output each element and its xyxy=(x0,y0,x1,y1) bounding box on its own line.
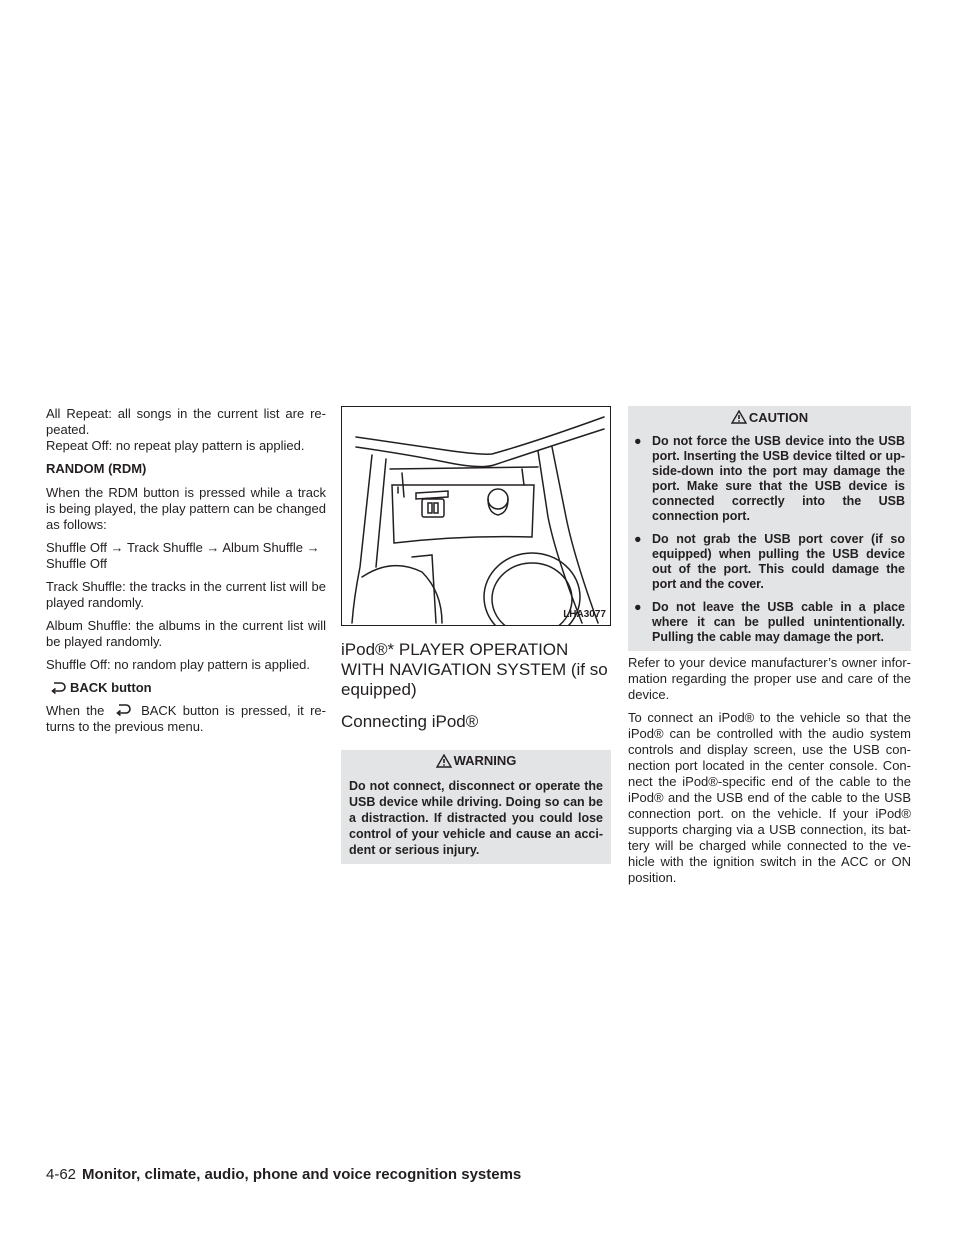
warning-text: Do not connect, disconnect or operate the USB device while driving. Doing so can be a distraction. If distracted you could lose control of your vehicle and cause an acci-dent or serious injury. xyxy=(349,779,603,857)
warning-title xyxy=(349,750,603,772)
back-arrow-icon xyxy=(50,681,66,695)
back-button-text xyxy=(46,703,326,735)
caution-item-text: Do not leave the USB cable in a place where it can be pulled unintentionally. Pulling the cable may damage the port. xyxy=(652,600,905,644)
page-footer xyxy=(46,1166,521,1184)
bullet-icon: ● xyxy=(634,434,642,448)
caution-item-text: Do not grab the USB port cover (if so equipped) when pulling the USB device out of the port. This could damage the port and the cover. xyxy=(652,532,905,591)
manufacturer-info-text: Refer to your device manufacturer’s owner infor-mation regarding the proper use and care of the device. xyxy=(628,655,911,702)
back-heading-label: BACK button xyxy=(70,680,152,695)
usb-port-illustration xyxy=(341,406,611,626)
caution-title xyxy=(634,406,905,428)
caution-title-label: CAUTION xyxy=(748,409,809,425)
bullet-icon: ● xyxy=(634,600,642,614)
connect-instructions-text: To connect an iPod® to the vehicle so that the iPod® can be controlled with the audio system controls and display screen, use the USB con-nection port located in the center console. Con-nect the iPod®-specific end of the cable to the iPod® and the USB end of the cable to the USB connection port. on the vehicle. If your iPod® supports charging via a USB connection, its bat-tery will be charged while connected to the ve-hicle with the ignition switch in the ACC or ON position. xyxy=(628,710,911,885)
caution-item xyxy=(634,600,905,645)
warning-triangle-icon xyxy=(436,754,452,768)
caution-item-text: Do not force the USB device into the USB port. Inserting the USB device tilted or up-side-down into the port may damage the port. Make sure that the USB device is connected correctly into the USB connection port. xyxy=(652,434,905,523)
left-column xyxy=(46,406,326,735)
connecting-ipod-heading: Connecting iPod® xyxy=(341,712,479,731)
all-repeat-text: All Repeat: all songs in the current list are re-peated. xyxy=(46,406,326,437)
middle-column xyxy=(341,406,611,864)
shuffle-sequence-text: Shuffle Off → Track Shuffle → Album Shuffle → Shuffle Off xyxy=(46,540,320,571)
album-shuffle-text: Album Shuffle: the albums in the current list will be played randomly. xyxy=(46,618,326,649)
bullet-icon: ● xyxy=(634,532,642,546)
caution-box xyxy=(628,406,911,651)
warning-box xyxy=(341,750,611,864)
back-text-end: BACK button is pressed, it re-turns to the previous menu. xyxy=(46,703,326,734)
center-console-drawing xyxy=(342,407,610,625)
page-number: 4-62 xyxy=(46,1166,77,1183)
caution-triangle-icon xyxy=(731,410,747,424)
back-text-start: When the xyxy=(46,703,105,718)
warning-title-label: WARNING xyxy=(453,753,517,768)
back-button-heading xyxy=(46,680,326,696)
caution-item xyxy=(634,532,905,592)
back-arrow-icon xyxy=(115,703,131,717)
figure-code: LHA3077 xyxy=(563,609,606,620)
chapter-title: Monitor, climate, audio, phone and voice recognition systems xyxy=(82,1166,522,1183)
shuffle-off-text: Shuffle Off: no random play pattern is applied. xyxy=(46,657,311,672)
track-shuffle-text: Track Shuffle: the tracks in the current list will be played randomly. xyxy=(46,579,326,610)
section-heading: iPod®* PLAYER OPERATION WITH NAVIGATION SYSTEM (if so equipped) xyxy=(341,640,608,699)
random-intro-text: When the RDM button is pressed while a track is being played, the play pattern can be changed as follows: xyxy=(46,485,326,532)
random-heading: RANDOM (RDM) xyxy=(46,461,147,476)
caution-item xyxy=(634,434,905,524)
repeat-off-text: Repeat Off: no repeat play pattern is applied. xyxy=(46,438,305,453)
right-column xyxy=(628,406,911,886)
